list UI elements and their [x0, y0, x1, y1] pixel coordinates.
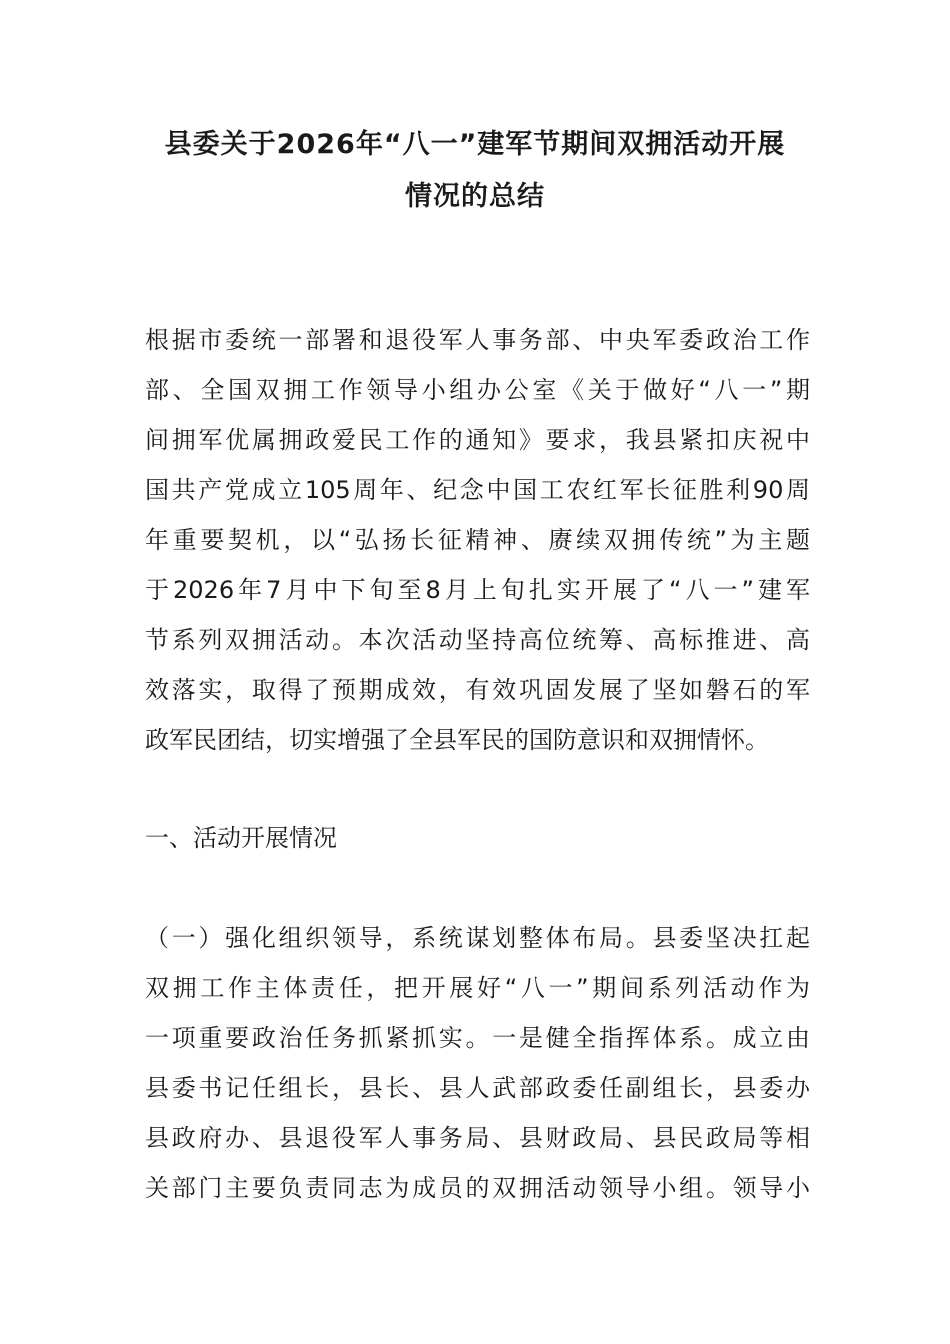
intro-paragraph-line: 根据市委统一部署和退役军人事务部、中央军委政治工作: [145, 326, 810, 354]
section-paragraph-line: 一项重要政治任务抓紧抓实。一是健全指挥体系。成立由: [145, 1024, 810, 1052]
intro-paragraph-line: 年重要契机，以“弘扬长征精神、赓续双拥传统”为主题: [145, 526, 810, 554]
document-title-line-1: 县委关于2026年“八一”建军节期间双拥活动开展: [164, 129, 786, 160]
document-title-line-2: 情况的总结: [405, 181, 545, 212]
intro-paragraph-line: 间拥军优属拥政爱民工作的通知》要求，我县紧扣庆祝中: [145, 426, 810, 454]
section-paragraph-line: 县政府办、县退役军人事务局、县财政局、县民政局等相: [145, 1124, 810, 1152]
section-paragraph-line: 关部门主要负责同志为成员的双拥活动领导小组。领导小: [145, 1174, 810, 1202]
section-paragraph-line: 县委书记任组长，县长、县人武部政委任副组长，县委办: [145, 1074, 810, 1102]
intro-paragraph-line: 效落实，取得了预期成效，有效巩固发展了坚如磐石的军: [145, 676, 810, 704]
intro-paragraph-line: 政军民团结，切实增强了全县军民的国防意识和双拥情怀。: [145, 726, 769, 754]
intro-paragraph-line: 于2026年7月中下旬至8月上旬扎实开展了“八一”建军: [145, 576, 810, 604]
intro-paragraph-line: 部、全国双拥工作领导小组办公室《关于做好“八一”期: [145, 376, 810, 404]
section-heading: 一、活动开展情况: [145, 824, 337, 852]
intro-paragraph-line: 节系列双拥活动。本次活动坚持高位统筹、高标推进、高: [145, 626, 810, 654]
intro-paragraph-line: 国共产党成立105周年、纪念中国工农红军长征胜利90周: [145, 476, 810, 504]
section-paragraph-line: 双拥工作主体责任，把开展好“八一”期间系列活动作为: [145, 974, 810, 1002]
section-paragraph-line: （一）强化组织领导，系统谋划整体布局。县委坚决扛起: [145, 924, 810, 952]
